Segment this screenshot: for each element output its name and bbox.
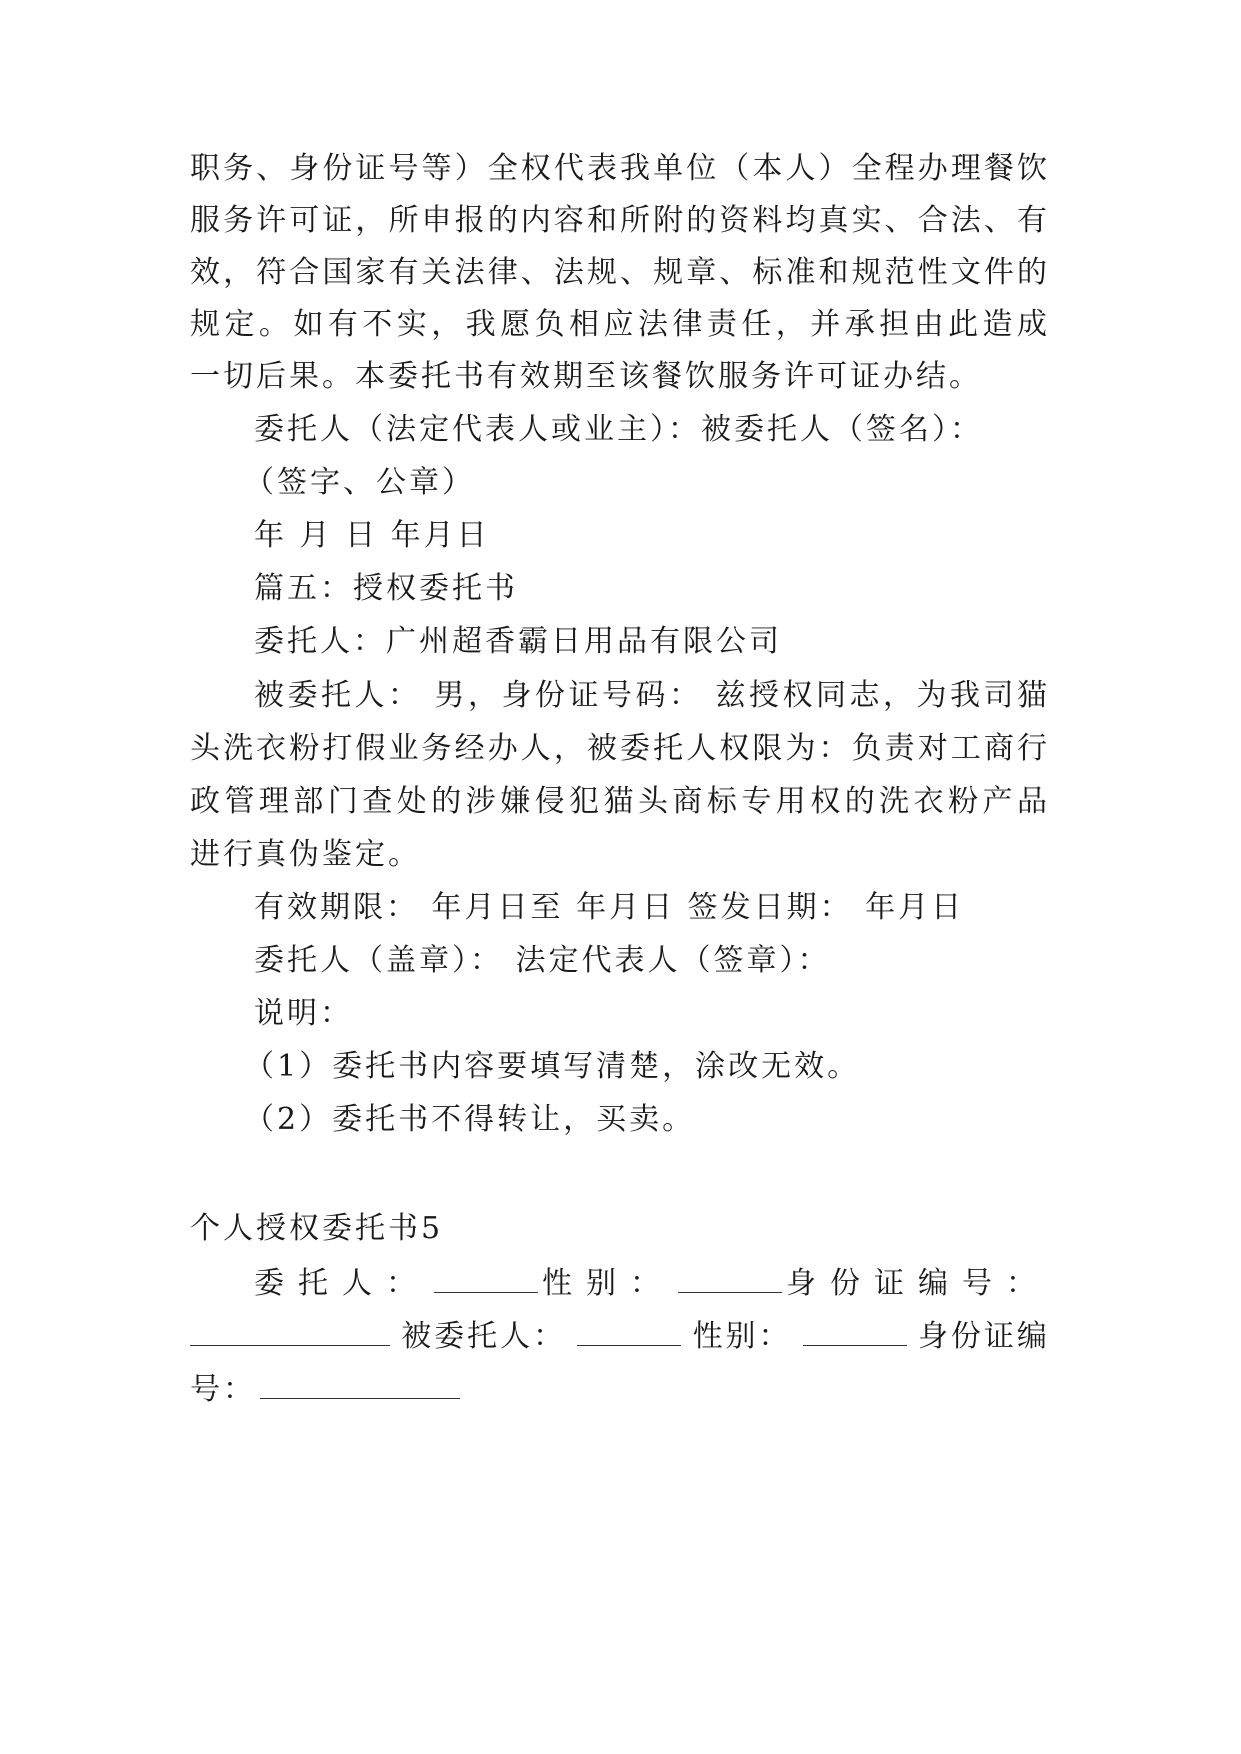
note-item: （2）委托书不得转让，买卖。 <box>244 1102 696 1137</box>
id-label: 身份证编号： <box>786 1266 1050 1301</box>
paragraph-line: 政管理部门查处的涉嫌侵犯猫头商标专用权的洗衣粉产品 <box>190 784 1050 819</box>
agent-id-blank[interactable] <box>260 1368 460 1399</box>
section-title: 个人授权委托书5 <box>190 1211 444 1246</box>
agent-label: 被委托人： <box>401 1319 567 1354</box>
agent-gender-blank[interactable] <box>803 1315 907 1346</box>
form-row <box>254 1262 1050 1304</box>
section-heading: 篇五：授权委托书 <box>254 571 518 606</box>
gender-blank[interactable] <box>678 1262 782 1293</box>
principal-blank[interactable] <box>434 1262 538 1293</box>
paragraph-line: 规定。如有不实，我愿负相应法律责任，并承担由此造成 <box>190 307 1050 342</box>
agent-id-label-cont: 号： <box>190 1372 256 1407</box>
paragraph-line: 服务许可证，所申报的内容和所附的资料均真实、合法、有 <box>190 203 1050 238</box>
note-item: （1）委托书内容要填写清楚，涂改无效。 <box>244 1049 861 1084</box>
id-blank[interactable] <box>190 1315 390 1346</box>
principal-line: 委托人：广州超香霸日用品有限公司 <box>254 624 782 659</box>
paragraph-line: 被委托人： 男，身份证号码： 兹授权同志，为我司猫 <box>254 678 1050 713</box>
agent-gender-label: 性别： <box>692 1319 792 1354</box>
gender-label: 性别： <box>542 1266 674 1301</box>
paragraph-line: 一切后果。本委托书有效期至该餐饮服务许可证办结。 <box>190 359 982 394</box>
signature-labels: 委托人（法定代表人或业主）：被委托人（签名）： <box>254 412 983 447</box>
paragraph-line: 进行真伪鉴定。 <box>190 837 421 872</box>
agent-blank[interactable] <box>577 1315 681 1346</box>
signature-note: （签字、公章） <box>244 465 475 500</box>
form-row <box>190 1315 1050 1357</box>
notes-heading: 说明： <box>254 996 353 1031</box>
paragraph-line: 效，符合国家有关法律、法规、规章、标准和规范性文件的 <box>190 255 1050 290</box>
paragraph-line: 职务、身份证号等）全权代表我单位（本人）全程办理餐饮 <box>190 151 1050 186</box>
validity-line: 有效期限： 年月日至 年月日 签发日期： 年月日 <box>254 890 965 925</box>
form-row <box>190 1368 1050 1410</box>
paragraph-line: 头洗衣粉打假业务经办人，被委托人权限为：负责对工商行 <box>190 731 1050 766</box>
principal-label: 委托人： <box>254 1266 430 1301</box>
agent-id-label: 身份证编 <box>917 1319 1050 1354</box>
seal-line: 委托人（盖章）： 法定代表人（签章）： <box>254 943 831 978</box>
date-line: 年 月 日 年月日 <box>254 518 490 553</box>
